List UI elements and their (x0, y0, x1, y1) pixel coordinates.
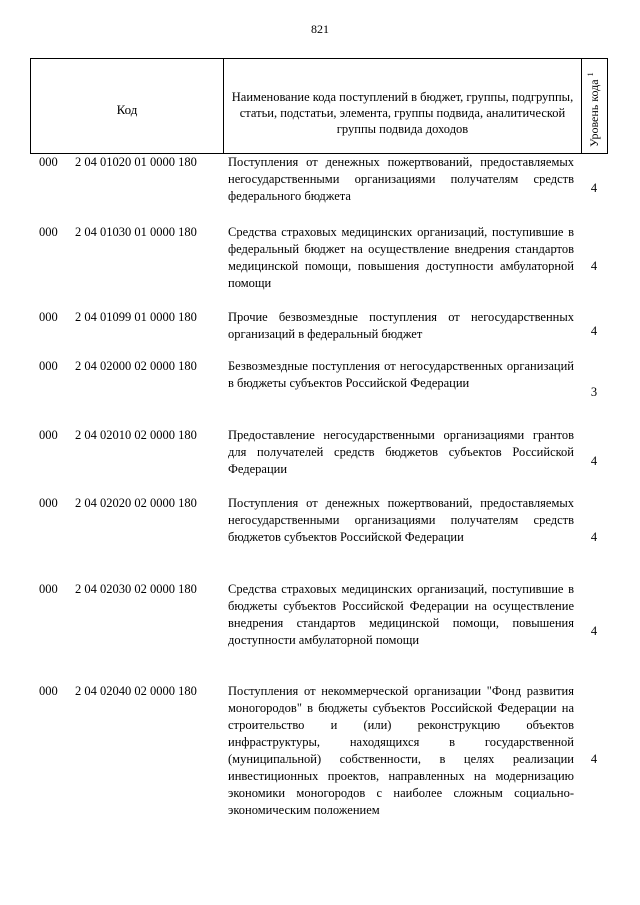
code-level: 4 (590, 454, 598, 468)
income-name: Средства страховых медицинских организаций, поступившие в бюджеты субъектов Российской Федерации на осуществление внедрения стандартов медицинской помощи, повышения доступности амбулаторной помощи (228, 582, 574, 647)
admin-code: 000 (39, 225, 58, 239)
income-code: 2 04 01030 01 0000 180 (75, 225, 197, 239)
table-header (30, 58, 608, 154)
admin-code: 000 (39, 496, 58, 510)
income-code: 2 04 01099 01 0000 180 (75, 310, 197, 324)
code-level: 4 (590, 530, 598, 544)
income-name: Предоставление негосударственными организациями грантов для получателей средств бюджетов субъектов Российской Федерации (228, 428, 574, 476)
income-code: 2 04 01020 01 0000 180 (75, 155, 197, 169)
page-number: 821 (311, 22, 329, 36)
income-name: Поступления от денежных пожертвований, предоставляемых негосударственными организациями получателям средств федерального бюджета (228, 155, 574, 203)
header-level (586, 61, 602, 147)
admin-code: 000 (39, 359, 58, 373)
income-code: 2 04 02000 02 0000 180 (75, 359, 197, 373)
header-name: Наименование кода поступлений в бюджет, группы, подгруппы, статьи, подстатьи, элемента, группы подвида, аналитической группы подвида доходов (224, 59, 582, 153)
header-level-label: Уровень кода (587, 79, 601, 147)
admin-code: 000 (39, 310, 58, 324)
income-name: Безвозмездные поступления от негосударственных организаций в бюджеты субъектов Российской Федерации (228, 359, 574, 390)
income-name: Поступления от денежных пожертвований, предоставляемых негосударственными организациями получателям средств бюджетов субъектов Российской Федерации (228, 496, 574, 544)
income-code: 2 04 02020 02 0000 180 (75, 496, 197, 510)
code-level: 4 (590, 752, 598, 766)
header-level-footnote: 1 (586, 72, 595, 77)
code-level: 4 (590, 259, 598, 273)
code-level: 4 (590, 181, 598, 195)
code-level: 4 (590, 624, 598, 638)
income-name: Поступления от некоммерческой организации "Фонд развития моногородов" в бюджеты субъектов Российской Федерации на строительство и (или) реконструкцию объектов инфраструктуры, находящихся в государственной (муниципальной) собственности, в целях реализации инвестиционных проектов, направленных на модернизацию экономики моногородов с наиболее сложным социально-экономическим положением (228, 684, 574, 817)
income-name: Средства страховых медицинских организаций, поступившие в федеральный бюджет на осуществление внедрения стандартов медицинской помощи, повышения доступности амбулаторной помощи (228, 225, 574, 290)
header-level-cell (582, 59, 607, 153)
header-code: Код (31, 59, 224, 153)
code-level: 4 (590, 324, 598, 338)
admin-code: 000 (39, 582, 58, 596)
admin-code: 000 (39, 684, 58, 698)
code-level: 3 (590, 385, 598, 399)
income-code: 2 04 02040 02 0000 180 (75, 684, 197, 698)
admin-code: 000 (39, 428, 58, 442)
admin-code: 000 (39, 155, 58, 169)
income-code: 2 04 02030 02 0000 180 (75, 582, 197, 596)
income-code: 2 04 02010 02 0000 180 (75, 428, 197, 442)
income-name: Прочие безвозмездные поступления от негосударственных организаций в федеральный бюджет (228, 310, 574, 341)
